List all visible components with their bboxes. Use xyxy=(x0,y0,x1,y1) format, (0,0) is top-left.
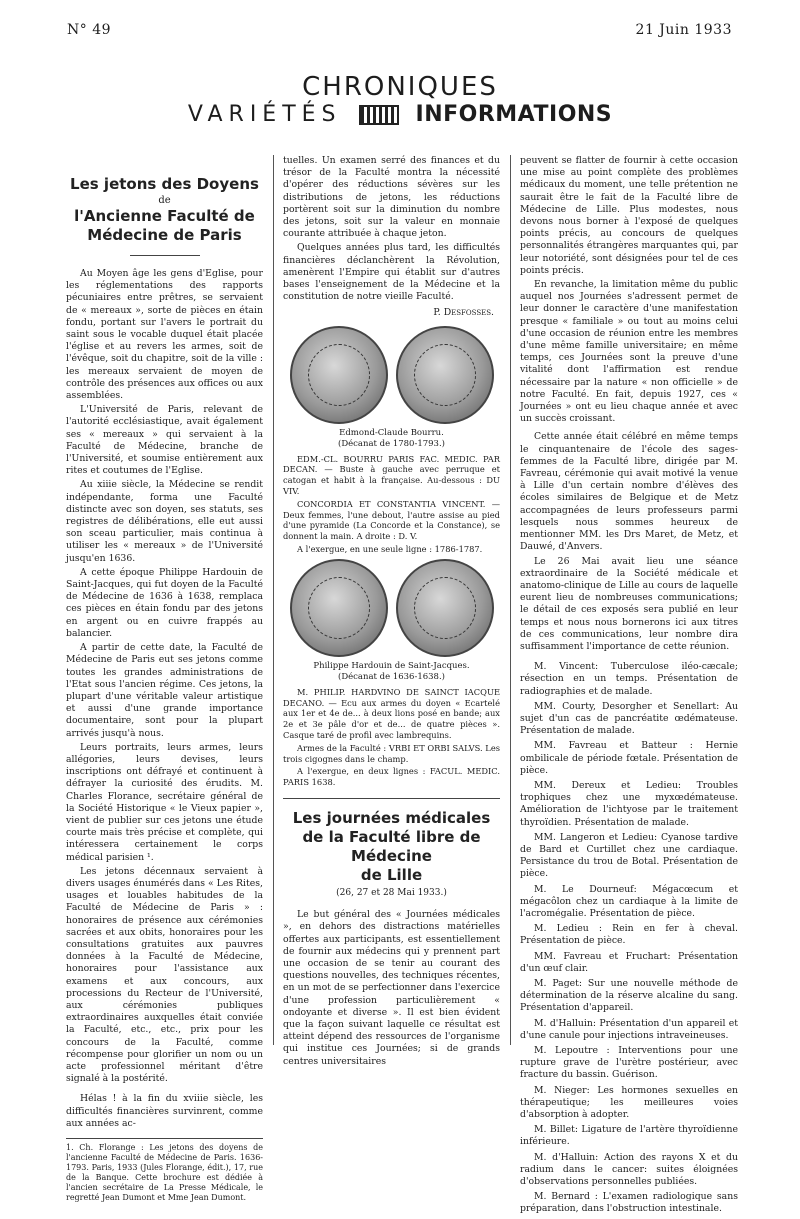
caption-dates: (Décanat de 1636-1638.) xyxy=(338,671,445,682)
paragraph: L'Université de Paris, relevant de l'autorité ecclésiastique, avait également ses « mereaux » qui servaient à la Faculté de Médecine, branche de l'Université, et soumise entièrement aux rites et coutumes de l'Eglise. xyxy=(66,404,263,477)
paragraph: Au xiiie siècle, la Médecine se rendit indépendante, forma une Faculté distincte avec son doyen, ses statuts, ses registres de délibérations, elle eut aussi son sceau particulier, mais continua à utiliser les « mereaux » de l'Université jusqu'en 1636. xyxy=(66,479,263,564)
list-item: M. Vincent: Tuberculose iléo-cæcale; résection en un temps. Présentation de radiographies et de malade. xyxy=(520,661,738,697)
list-item: M. Nieger: Les hormones sexuelles en thérapeutique; les meilleures voies d'absorption à adopter. xyxy=(520,1084,738,1121)
list-item: M. Lepoutre : Interventions pour une rupture grave de l'urètre postérieur, avec fracture du bassin. Guérison. xyxy=(520,1045,738,1081)
caption-name: Philippe Hardouin de Saint-Jacques. xyxy=(313,660,470,671)
list-item: M. d'Halluin: Présentation d'un appareil et d'une canule pour injections intraveineuses. xyxy=(520,1017,738,1041)
medal-description: A l'exergue, en une seule ligne : 1786-1787. xyxy=(297,544,483,555)
paragraph: Leurs portraits, leurs armes, leurs allégories, leurs devises, leurs inscriptions ont défrayé et continuent à défrayer la curiosité des érudits. M. Charles Florance, secrétaire général de la Société Historique « le Vieux papier », vient de publier sur ces jetons une étude courte mais très précise et complète, qui intéressera certainement le corps médical parisien ¹. xyxy=(66,741,263,863)
paragraph: Hélas ! à la fin du xviiie siècle, les difficultés financières survinrent, comme aux années ac- xyxy=(66,1093,263,1129)
signature: P. Desfosses. xyxy=(433,307,494,319)
paragraph: A partir de cette date, la Faculté de Médecine de Paris eut ses jetons comme toutes les grandes administrations de l'Etat sous l'ancien régime. Ces jetons, la plupart d'une véritable valeur artistique et aussi d'une grande importance documentaire, sont pour la plupart arrivés jusqu'à nous. xyxy=(66,642,263,739)
paragraph: A cette époque Philippe Hardouin de Saint-Jacques, qui fut doyen de la Faculté de Médecine de 1636 à 1638, remplaca ces pièces en étain fondu par des jetons en argent ou en cuivre frappés au balancier. xyxy=(66,566,263,639)
medal-pair-bourru xyxy=(283,326,500,424)
list-item: M. Billet: Ligature de l'artère thyroïdienne inférieure. xyxy=(520,1124,738,1148)
article-title: Les jetons des Doyens xyxy=(70,175,259,193)
paragraph: Au Moyen âge les gens d'Eglise, pour les réglementations des rapports pécuniaires entre prêtres, se servaient de « mereaux », sorte de pièces en étain fondu, portant sur l'avers le portrait du saint sous le vocable duquel était placée l'église et au revers les armes, soit de l'évêque, soit du chapitre, soit de la ville : les mereaux servaient de moyen de contrôle des présences aux offices ou aux assemblées. xyxy=(66,268,263,402)
list-item: MM. Dereux et Ledieu: Troubles trophiques chez une myxœdémateuse. Amélioration de l'ichtyose par le traitement thyroïdien. Présentation de malade. xyxy=(520,779,738,828)
paragraph: Le but général des « Journées médicales », en dehors des distractions matérielles offertes aux participants, est essentiellement de fournir aux médecins qui y prennent part une occasion de se tenir au courant des questions nouvelles, des techniques récentes, en un mot de se perfectionner dans l'exercice d'une profession particulièrement « ondoyante et diverse ». Il est bien évident que la façon suivant laquelle ce résultat est atteint dépend des ressources de l'organisme qui institue ces Journées; si de grands centres universitaires xyxy=(283,909,500,1067)
medal-description: EDM.-CL. BOURRU PARIS FAC. MEDIC. PAR DECAN. — Buste à gauche avec perruque et catogan et habit à la française. Au-dessous : DU VIV. xyxy=(283,453,500,497)
medal-reverse-image xyxy=(396,326,494,424)
medal-reverse-image xyxy=(396,559,494,657)
paragraph: Le 26 Mai avait lieu une séance extraordinaire de la Société médicale et anatomo-clinique de Lille au cours de laquelle eurent lieu de nombreuses communications; le détail de ces exposés sera publié en leur temps et nous nous bornerons ici aux titres de ces communications, leur nombre dira suffisamment l'importance de cette réunion. xyxy=(520,555,738,652)
column-divider xyxy=(273,155,274,1045)
article-title-faculty: l'Ancienne Faculté de Médecine de Paris xyxy=(74,207,255,244)
caption-dates: (Décanat de 1780-1793.) xyxy=(338,438,445,449)
article-title: de la Faculté libre de Médecine xyxy=(302,827,481,865)
article-title: de Lille xyxy=(360,865,423,884)
paragraph: Quelques années plus tard, les difficultés financières déclanchèrent la Révolution, amenèrent l'Empire qui établit sur d'autres bases l'enseignement de la Médecine et la constitution de notre vieille Faculté. xyxy=(283,242,500,303)
list-item: M. Paget: Sur une nouvelle méthode de détermination de la réserve alcaline du sang. Présentation d'appareil. xyxy=(520,978,738,1014)
ornament-logo-icon xyxy=(359,105,399,125)
column-3 xyxy=(520,155,738,1219)
paragraph: tuelles. Un examen serré des finances et du trésor de la Faculté montra la nécessité d'opérer des réductions sévères sur les distributions de jetons, les réductions portèrent soit sur la diminution du nombre des jetons, soit sur la valeur en monnaie courante attribuée à chaque jeton. xyxy=(283,155,500,240)
medal-description: M. PHILIP. HARDVINO DE SAINCT IACQUE DECANO. — Ecu aux armes du doyen « Ecartelé aux 1er et 4e de... à deux lions posé en bande; aux 2e et 3e pâle d'or et de... de quatre pièces ». Casque taré de profil avec lambrequins. xyxy=(283,686,500,740)
caption-name: Edmond-Claude Bourru. xyxy=(339,427,444,438)
paragraph: Cette année était célébré en même temps le cinquantenaire de l'école des sages-femmes de la Faculté libre, dirigée par M. Favreau, cérémonie qui avait motivé la venue à Lille d'un certain nombre d'élèves des écoles similaires de Belgique et de Metz accompagnées de leurs professeurs parmi lesquels nous sommes heureux de mentionner MM. les Drs Maret, de Metz, et Dauwé, d'Anvers. xyxy=(520,431,738,553)
article-title: Les journées médicales xyxy=(292,808,491,827)
section-title-chroniques: CHRONIQUES xyxy=(302,72,498,102)
issue-date: 21 Juin 1933 xyxy=(635,22,732,38)
article-2 xyxy=(283,809,500,1068)
list-item: M. Bernard : L'examen radiologique sans préparation, dans l'obstruction intestinale. xyxy=(520,1191,738,1215)
list-item: MM. Favreau et Batteur : Hernie ombilicale de période fœtale. Présentation de pièce. xyxy=(520,740,738,776)
column-1 xyxy=(66,155,263,1203)
divider xyxy=(130,255,200,256)
informations-label: INFORMATIONS xyxy=(415,102,613,127)
article-dates: (26, 27 et 28 Mai 1933.) xyxy=(336,887,447,898)
paragraph: Les jetons décennaux servaient à divers usages énumérés dans « Les Rites, usages et louables habitudes de la Faculté de Médecine de Paris » : honoraires de présence aux cérémonies sacrées et aux obits, honoraires pour les consultations gratuites aux pauvres données à la Faculté de Médecine, honoraires pour l'assistance aux examens et aux concours, aux processions du Recteur de l'Université, aux cérémonies publiques extraordinaires auxquelles était conviée la Faculté, etc., etc., prix pour les concours de la Faculté, comme récompense pour glorifier un nom ou un acte professionnel méritant d'être signalé à la postérité. xyxy=(66,865,263,1085)
article-title-de: de xyxy=(158,195,171,206)
section-subtitle xyxy=(0,102,800,127)
paragraph: peuvent se flatter de fournir à cette occasion une mise au point complète des problèmes médicaux du moment, une telle prétention ne saurait être le fait de la Faculté libre de Médecine de Lille. Plus modestes, nous devons nous borner à l'exposé de quelques points précis, au concours de quelques personnalités étrangères marquantes qui, par leur notoriété, sont désignées pour tel de ces points précis. xyxy=(520,155,738,276)
image-caption xyxy=(283,428,500,450)
medal-obverse-image xyxy=(290,326,388,424)
column-divider xyxy=(510,155,511,1045)
medal-pair-hardouin xyxy=(283,559,500,657)
list-item: M. Ledieu : Rein en fer à cheval. Présentation de pièce. xyxy=(520,923,738,947)
varietes-label: VARIÉTÉS xyxy=(187,102,342,127)
medal-description: CONCORDIA ET CONSTANTIA VINCENT. — Deux femmes, l'une debout, l'autre assise au pied d'une pyramide (La Concorde et la Constance), se donnent la main. A droite : D. V. xyxy=(283,498,500,542)
image-caption xyxy=(283,661,500,683)
medal-description: A l'exergue, en deux lignes : FACUL. MEDIC. PARIS 1638. xyxy=(283,766,500,788)
paragraph: En revanche, la limitation même du public auquel nos Journées s'adressent permet de leur donner le caractère d'une manifestation presque « familiale » ou tout au moins celui d'une occasion de réunion entre les membres d'une même famille universitaire; en même temps, ces Journées sont la preuve d'une vitalité dont l'affirmation est rendue nécessaire par la nature « non officielle » de notre Faculté. En fait, depuis 1927, ces « Journées » ont eu lieu chaque année et avec un succès croissant. xyxy=(520,279,738,425)
divider xyxy=(283,798,500,799)
list-item: MM. Favreau et Fruchart: Présentation d'un œuf clair. xyxy=(520,950,738,974)
list-item: MM. Langeron et Ledieu: Cyanose tardive de Bard et Curtillet chez une cardiaque. Persistance du trou de Botal. Présentation de pièce. xyxy=(520,831,738,880)
issue-number: N° 49 xyxy=(67,22,112,38)
list-item: MM. Courty, Desorgher et Senellart: Au sujet d'un cas de pancréatite œdémateuse. Présentation de malade. xyxy=(520,700,738,737)
list-item: M. Le Dourneuf: Mégacœcum et mégacôlon chez un cardiaque à la limite de l'acromégalie. Présentation de pièce. xyxy=(520,883,738,919)
medal-obverse-image xyxy=(290,559,388,657)
column-2 xyxy=(283,155,500,1070)
medal-description: Armes de la Faculté : VRBI ET ORBI SALVS. Les trois cigognes dans le champ. xyxy=(283,742,500,764)
list-item: M. d'Halluin: Action des rayons X et du radium dans le cancer: suites éloignées d'observations personnelles publiées. xyxy=(520,1151,738,1188)
footnote: 1. Ch. Florange : Les jetons des doyens de l'ancienne Faculté de Médecine de Paris. 1636-1793. Paris, 1933 (Jules Florange, édit.), 17, rue de la Banque. Cette brochure est dédiée à l'ancien secrétaire de La Presse Médicale, le regretté Jean Dumont et Mme Jean Dumont. xyxy=(66,1138,263,1203)
